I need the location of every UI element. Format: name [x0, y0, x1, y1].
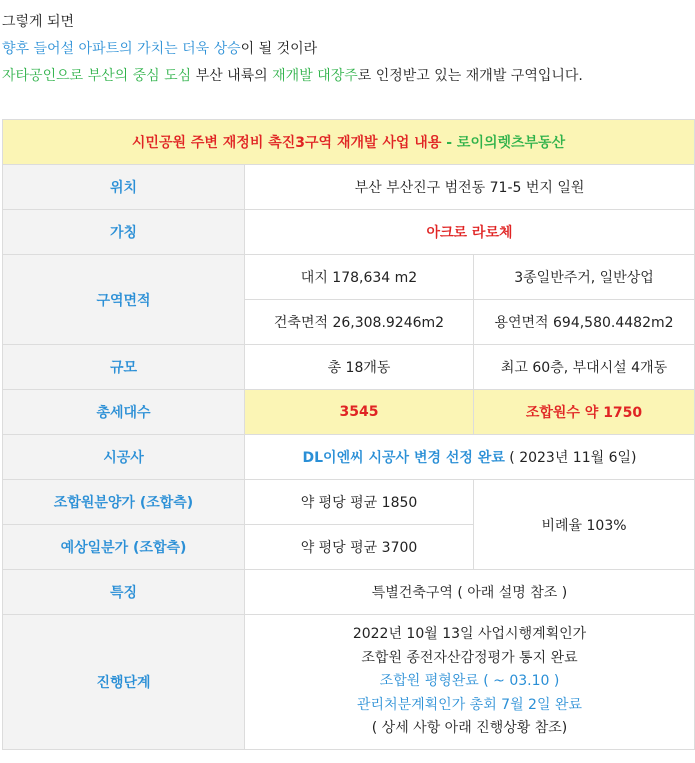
location-label: 위치 — [3, 165, 245, 210]
location-value: 부산 부산진구 범전동 71-5 번지 일원 — [245, 165, 695, 210]
progress-step-4: 관리처분계획인가 총회 7월 2일 완료 — [357, 696, 582, 713]
progress-step-1: 2022년 10월 13일 사업시행계획인가 — [352, 626, 587, 642]
intro-line-3-highlight: 자타공인으로 부산의 중심 도심 — [2, 68, 192, 84]
intro-text — [0, 0, 695, 90]
intro-line-3 — [2, 63, 695, 90]
intro-line-2-rest: 이 될 것이라 — [240, 41, 318, 57]
feature-value: 특별건축구역 ( 아래 설명 참조 ) — [245, 570, 695, 615]
area-zone: 3종일반주거, 일반상업 — [474, 255, 695, 300]
builder-date: ( 2023년 11월 6일) — [504, 450, 637, 466]
project-info-table — [2, 119, 695, 750]
general-price-value: 약 평당 평균 3700 — [245, 525, 474, 570]
table-row — [3, 480, 695, 525]
value-value: 아크로 라로체 — [245, 210, 695, 255]
intro-line-3-rest: 로 인정받고 있는 재개발 구역입니다. — [357, 68, 583, 84]
builder-highlight: DL이엔씨 시공사 변경 선정 완료 — [302, 450, 505, 466]
member-price-label: 조합원분양가 (조합측) — [3, 480, 245, 525]
member-price-value: 약 평당 평균 1850 — [245, 480, 474, 525]
scale-floors: 최고 60층, 부대시설 4개동 — [474, 345, 695, 390]
progress-value — [245, 615, 695, 750]
table-row — [3, 345, 695, 390]
intro-line-3-highlight-2: 재개발 대장주 — [272, 68, 358, 84]
progress-step-5: ( 상세 사항 아래 진행상황 참조) — [371, 720, 568, 736]
households-label: 총세대수 — [3, 390, 245, 435]
banner-title: 시민공원 주변 재정비 촉진3구역 재개발 사업 내용 — [131, 135, 442, 151]
progress-label: 진행단계 — [3, 615, 245, 750]
intro-line-1-text: 그렇게 되면 — [2, 14, 75, 30]
feature-label: 특징 — [3, 570, 245, 615]
area-land: 대지 178,634 m2 — [245, 255, 474, 300]
scale-buildings: 총 18개동 — [245, 345, 474, 390]
ratio-value: 비례율 103% — [474, 480, 695, 570]
households-value: 3545 — [245, 390, 474, 435]
table-row — [3, 390, 695, 435]
table-row — [3, 570, 695, 615]
table-row — [3, 210, 695, 255]
builder-value — [245, 435, 695, 480]
intro-line-2-highlight: 향후 들어설 아파트의 가치는 더욱 상승 — [2, 41, 241, 57]
area-floor: 용연면적 694,580.4482m2 — [474, 300, 695, 345]
banner-row — [3, 120, 695, 165]
members-value: 조합원수 약 1750 — [474, 390, 695, 435]
area-label: 구역면적 — [3, 255, 245, 345]
banner-source: - 로이의렛츠부동산 — [441, 135, 566, 151]
intro-line-3-mid: 부산 내륙의 — [191, 68, 273, 84]
table-banner — [3, 120, 695, 165]
progress-step-3: 조합원 평형완료 ( ~ 03.10 ) — [379, 673, 560, 689]
intro-line-1 — [2, 9, 695, 36]
table-row — [3, 255, 695, 300]
table-row — [3, 615, 695, 750]
area-building: 건축면적 26,308.9246m2 — [245, 300, 474, 345]
value-label: 가칭 — [3, 210, 245, 255]
intro-line-2 — [2, 36, 695, 63]
table-row — [3, 435, 695, 480]
builder-label: 시공사 — [3, 435, 245, 480]
table-row — [3, 165, 695, 210]
general-price-label: 예상일분가 (조합측) — [3, 525, 245, 570]
progress-step-2: 조합원 종전자산감정평가 통지 완료 — [361, 649, 578, 666]
scale-label: 규모 — [3, 345, 245, 390]
